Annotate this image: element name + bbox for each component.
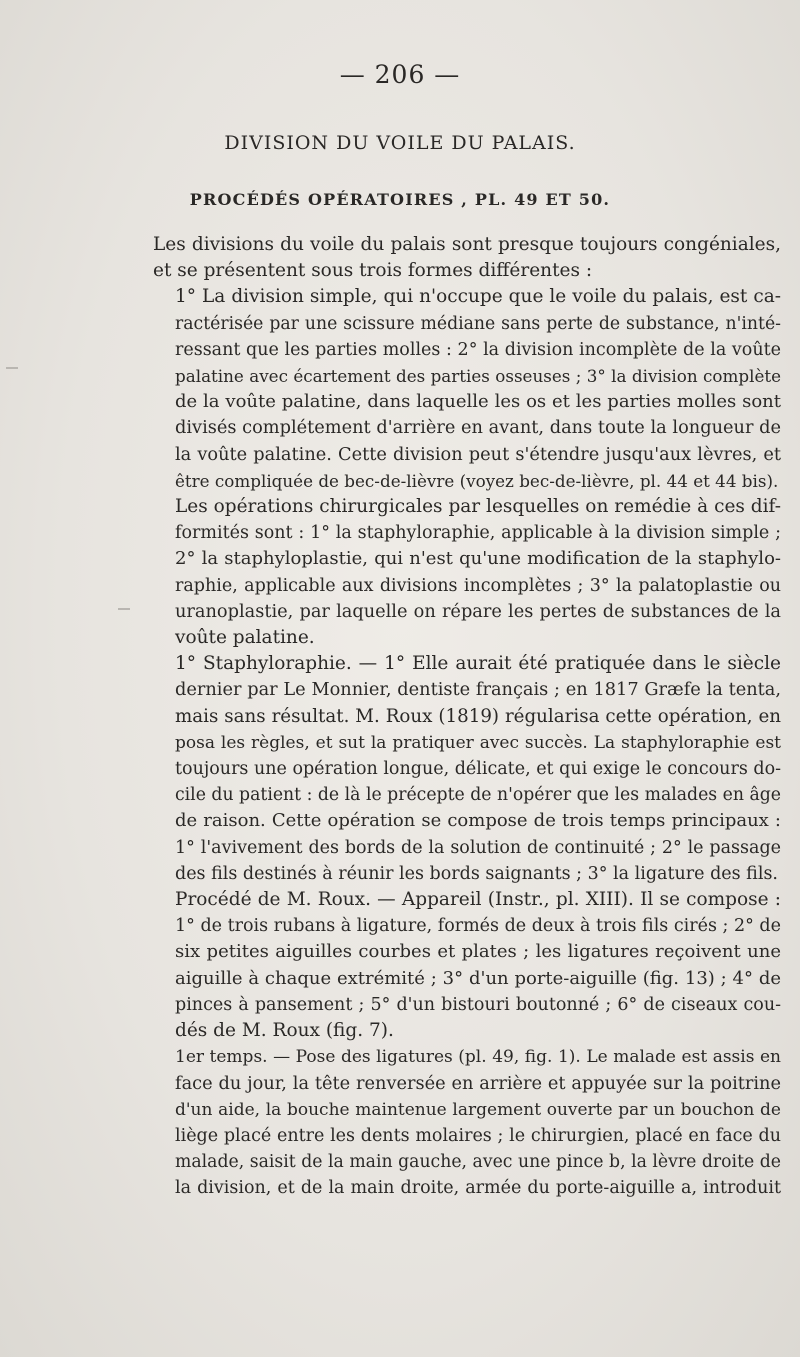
paragraph xyxy=(153,887,781,1044)
text-line: dernier par Le Monnier, dentiste français ; en 1817 Græfe la tenta, xyxy=(175,680,781,701)
text-line: cile du patient : de là le précepte de n'opérer que les malades en âge xyxy=(175,785,781,806)
text-line: 1er temps. — Pose des ligatures (pl. 49, fig. 1). Le malade est assis en xyxy=(175,1047,781,1068)
text-line: palatine avec écartement des parties osseuses ; 3° la division complète xyxy=(175,366,781,387)
text-line: aiguille à chaque extrémité ; 3° d'un porte-aiguille (fig. 13) ; 4° de xyxy=(175,967,781,989)
text-line: mais sans résultat. M. Roux (1819) régularisa cette opération, en xyxy=(175,705,781,727)
paragraph xyxy=(153,494,781,651)
text-line: pinces à pansement ; 5° d'un bistouri boutonné ; 6° de ciseaux cou- xyxy=(175,994,781,1015)
text-line: dés de M. Roux (fig. 7). xyxy=(175,1020,394,1042)
text-line: raphie, applicable aux divisions incomplètes ; 3° la palatoplastie ou xyxy=(175,575,781,596)
chapter-title: DIVISION DU VOILE DU PALAIS. xyxy=(224,132,576,154)
paragraph xyxy=(153,1044,781,1201)
text-line: Les divisions du voile du palais sont presque toujours congéniales, xyxy=(153,234,781,255)
text-line: d'un aide, la bouche maintenue largement ouverte par un bouchon de xyxy=(175,1099,781,1120)
text-line: liège placé entre les dents molaires ; le chirurgien, placé en face du xyxy=(175,1125,781,1146)
text-line: des fils destinés à réunir les bords saignants ; 3° la ligature des fils. xyxy=(175,863,778,884)
text-line: toujours une opération longue, délicate, et qui exige le concours do- xyxy=(175,759,782,780)
margin-mark xyxy=(118,608,130,610)
text-line: de la voûte palatine, dans laquelle les os et les parties molles sont xyxy=(175,391,781,413)
text-line: être compliquée de bec-de-lièvre (voyez bec-de-lièvre, pl. 44 et 44 bis). xyxy=(175,470,779,491)
margin-mark xyxy=(6,367,18,369)
text-line: la division, et de la main droite, armée du porte-aiguille a, introduit xyxy=(175,1178,781,1199)
text-line: 1° de trois rubans à ligature, formés de deux à trois fils cirés ; 2° de xyxy=(175,916,781,937)
text-line: de raison. Cette opération se compose de trois temps principaux : xyxy=(175,810,781,832)
text-line: ressant que les parties molles : 2° la division incomplète de la voûte xyxy=(175,339,781,360)
text-line: ractérisée par une scissure médiane sans perte de substance, n'inté- xyxy=(175,313,781,334)
text-line: face du jour, la tête renversée en arrière et appuyée sur la poitrine xyxy=(175,1073,781,1094)
text-line: 2° la staphyloplastie, qui n'est qu'une modification de la staphylo- xyxy=(175,548,781,570)
paragraph xyxy=(153,651,781,887)
text-line: voûte palatine. xyxy=(175,627,315,649)
text-line: Procédé de M. Roux. — Appareil (Instr., pl. XIII). Il se compose : xyxy=(175,889,781,911)
text-line: posa les règles, et sut la pratiquer avec succès. La staphyloraphie est xyxy=(175,732,781,753)
text-line: Les opérations chirurgicales par lesquelles on remédie à ces dif- xyxy=(175,496,781,518)
text-line: malade, saisit de la main gauche, avec une pince b, la lèvre droite de xyxy=(175,1152,781,1173)
page-number: — 206 — xyxy=(339,60,461,89)
body-text xyxy=(153,232,781,1202)
text-line: et se présentent sous trois formes différentes : xyxy=(153,260,593,282)
text-line: uranoplastie, par laquelle on répare les pertes de substances de la xyxy=(175,601,781,622)
text-line: la voûte palatine. Cette division peut s'étendre jusqu'aux lèvres, et xyxy=(175,444,781,465)
text-line: 1° La division simple, qui n'occupe que le voile du palais, est ca- xyxy=(175,286,781,308)
section-title: PROCÉDÉS OPÉRATOIRES , PL. 49 ET 50. xyxy=(189,190,611,209)
text-line: 1° Staphyloraphie. — 1° Elle aurait été pratiquée dans le siècle xyxy=(175,653,781,675)
text-line: 1° l'avivement des bords de la solution de continuité ; 2° le passage xyxy=(175,837,781,858)
paragraph xyxy=(153,232,781,284)
paragraph xyxy=(153,284,781,494)
text-line: divisés complétement d'arrière en avant, dans toute la longueur de xyxy=(175,418,781,439)
text-line: six petites aiguilles courbes et plates ; les ligatures reçoivent une xyxy=(175,941,781,963)
text-line: formités sont : 1° la staphyloraphie, applicable à la division simple ; xyxy=(175,523,781,544)
